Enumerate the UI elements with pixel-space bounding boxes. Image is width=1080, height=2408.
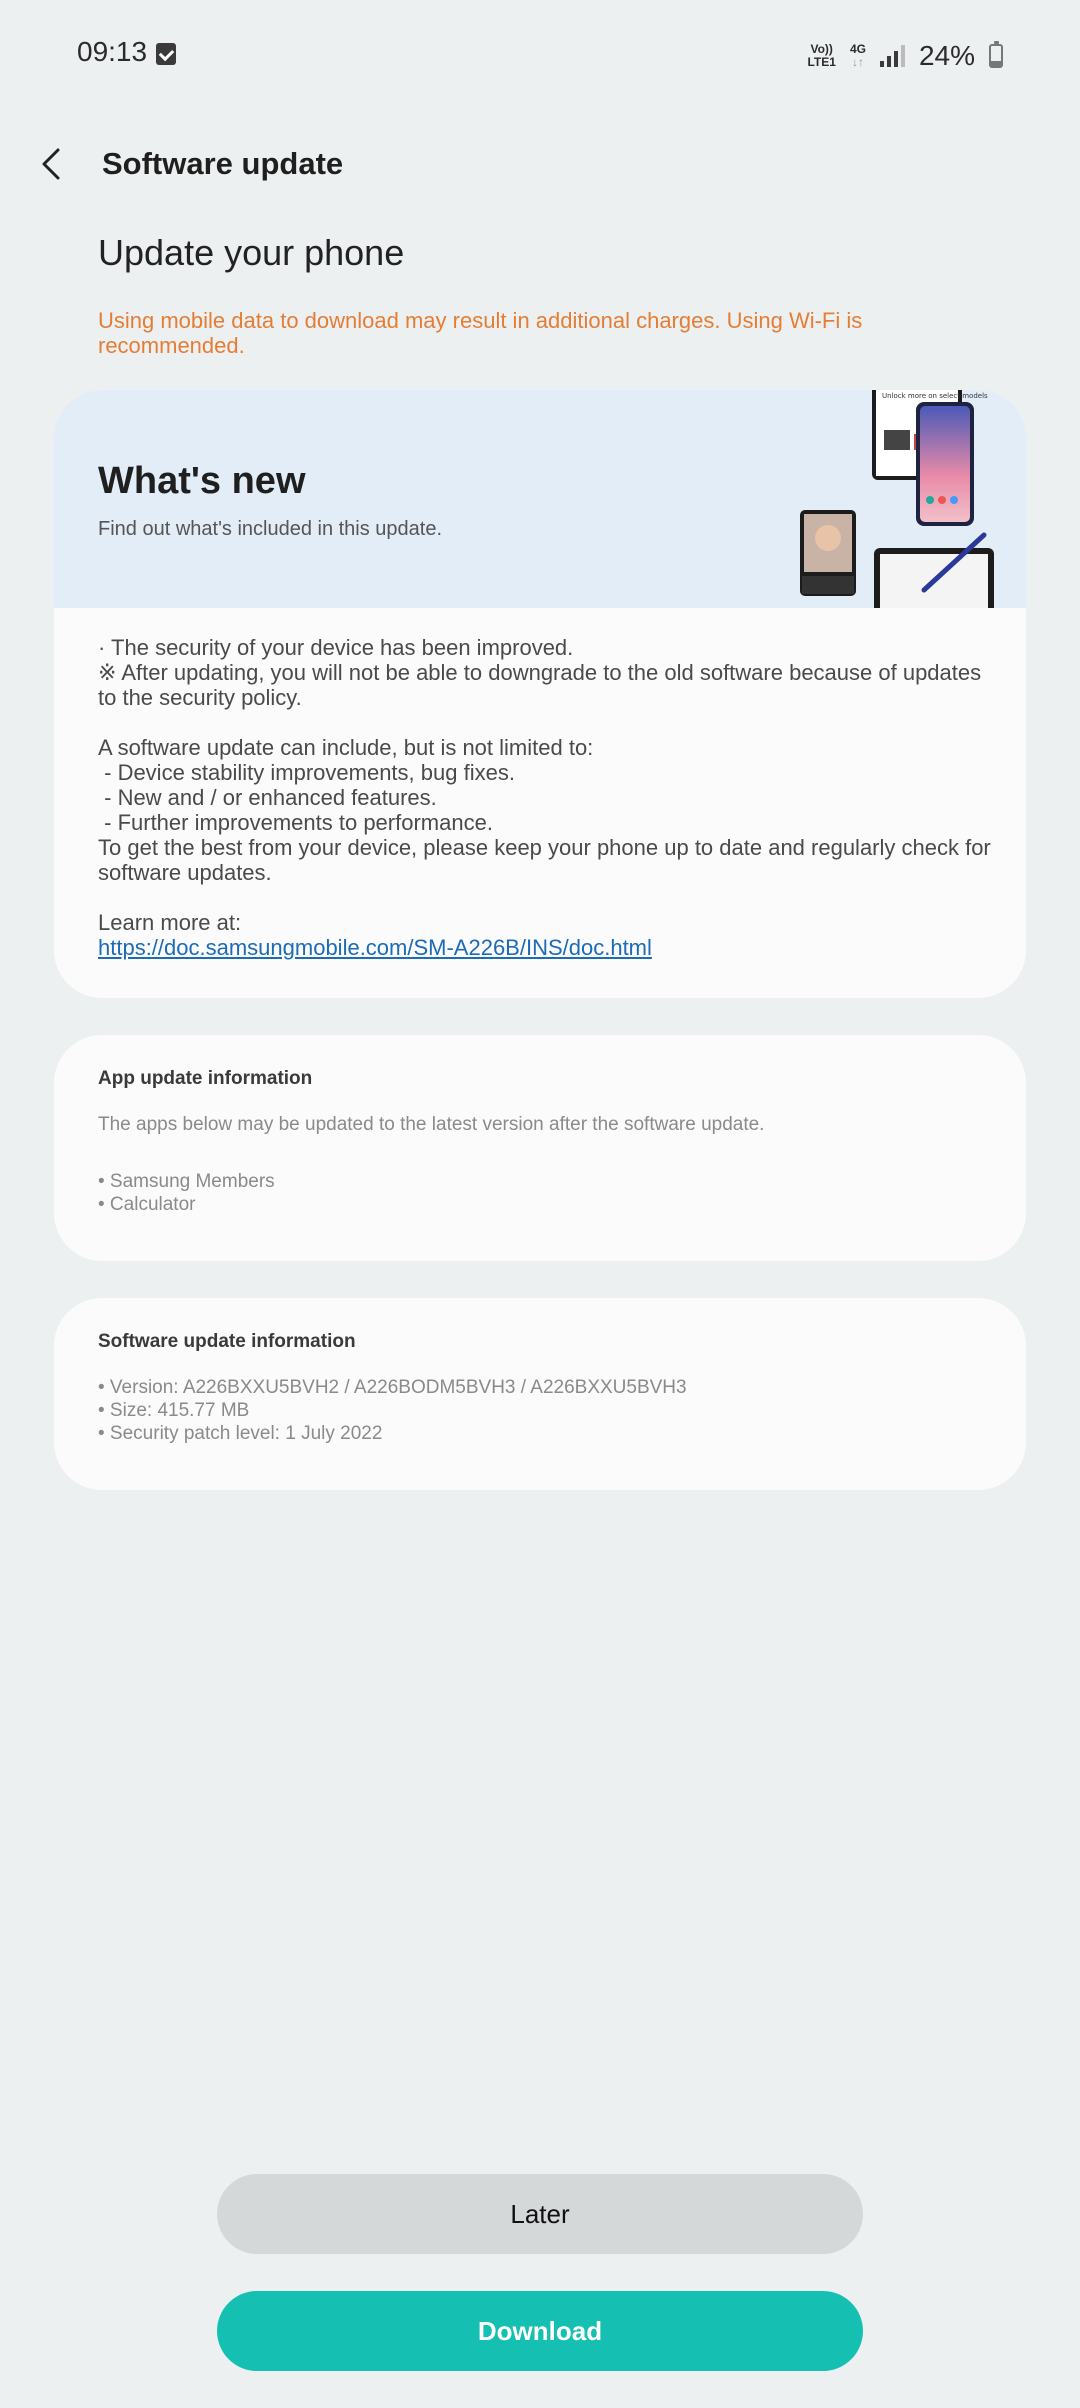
release-note-line: - New and / or enhanced features.: [98, 785, 437, 810]
devices-illustration: [774, 390, 1026, 608]
later-button[interactable]: Later: [217, 2174, 863, 2254]
back-button[interactable]: [32, 142, 76, 186]
release-note-line: To get the best from your device, please keep your phone up to date and regularly check for software updates.: [98, 835, 997, 885]
illustration-caption: Unlock more on select models: [882, 392, 988, 400]
release-note-line: - Device stability improvements, bug fixes.: [98, 760, 515, 785]
status-indicators: [807, 36, 1003, 76]
app-header: [0, 130, 1080, 200]
app-update-description: The apps below may be updated to the latest version after the software update.: [98, 1114, 765, 1135]
battery-percent: 24%: [918, 40, 975, 71]
learn-more-link[interactable]: https://doc.samsungmobile.com/SM-A226B/INS/doc.html: [98, 935, 652, 960]
release-note-line: · The security of your device has been improved.: [98, 635, 574, 660]
whats-new-card: [54, 390, 1026, 998]
software-info-title: Software update information: [98, 1331, 356, 1352]
whats-new-banner: [54, 390, 1026, 608]
software-info-card: [54, 1298, 1026, 1490]
software-version: • Version: A226BXXU5BVH2 / A226BODM5BVH3 / A226BXXU5BVH3: [98, 1377, 687, 1398]
header-title: Software update: [102, 146, 344, 181]
signal-bars-icon: [880, 45, 905, 67]
chevron-left-icon: [32, 142, 76, 186]
network-4g-icon: 4G ↓↑: [849, 42, 866, 69]
app-update-title: App update information: [98, 1068, 313, 1089]
whats-new-title: What's new: [98, 460, 306, 502]
app-update-card: [54, 1035, 1026, 1261]
software-info-list: [98, 1376, 998, 1445]
release-note-line: - Further improvements to performance.: [98, 810, 493, 835]
mobile-data-warning: Using mobile data to download may result in additional charges. Using Wi-Fi is recommended.: [98, 308, 863, 358]
security-patch-level: • Security patch level: 1 July 2022: [98, 1423, 383, 1444]
list-item: • Calculator: [98, 1194, 196, 1215]
list-item: • Samsung Members: [98, 1171, 275, 1192]
app-list: [98, 1170, 998, 1216]
checkbox-icon: [156, 43, 176, 65]
release-note-line: ※ After updating, you will not be able to downgrade to the old software because of updates to the security policy.: [98, 660, 988, 710]
download-button[interactable]: Download: [217, 2291, 863, 2371]
release-note-line: A software update can include, but is not limited to:: [98, 735, 594, 760]
status-time: 09:13: [77, 36, 148, 67]
whats-new-subtitle: Find out what's included in this update.: [98, 518, 443, 540]
status-bar: [0, 0, 1080, 110]
volte-icon: Vo)) LTE1: [807, 42, 836, 69]
page-title: Update your phone: [98, 232, 405, 273]
learn-more-label: Learn more at:: [98, 910, 242, 935]
battery-icon: [989, 44, 1003, 68]
software-size: • Size: 415.77 MB: [98, 1400, 250, 1421]
whats-new-body: [98, 635, 998, 960]
